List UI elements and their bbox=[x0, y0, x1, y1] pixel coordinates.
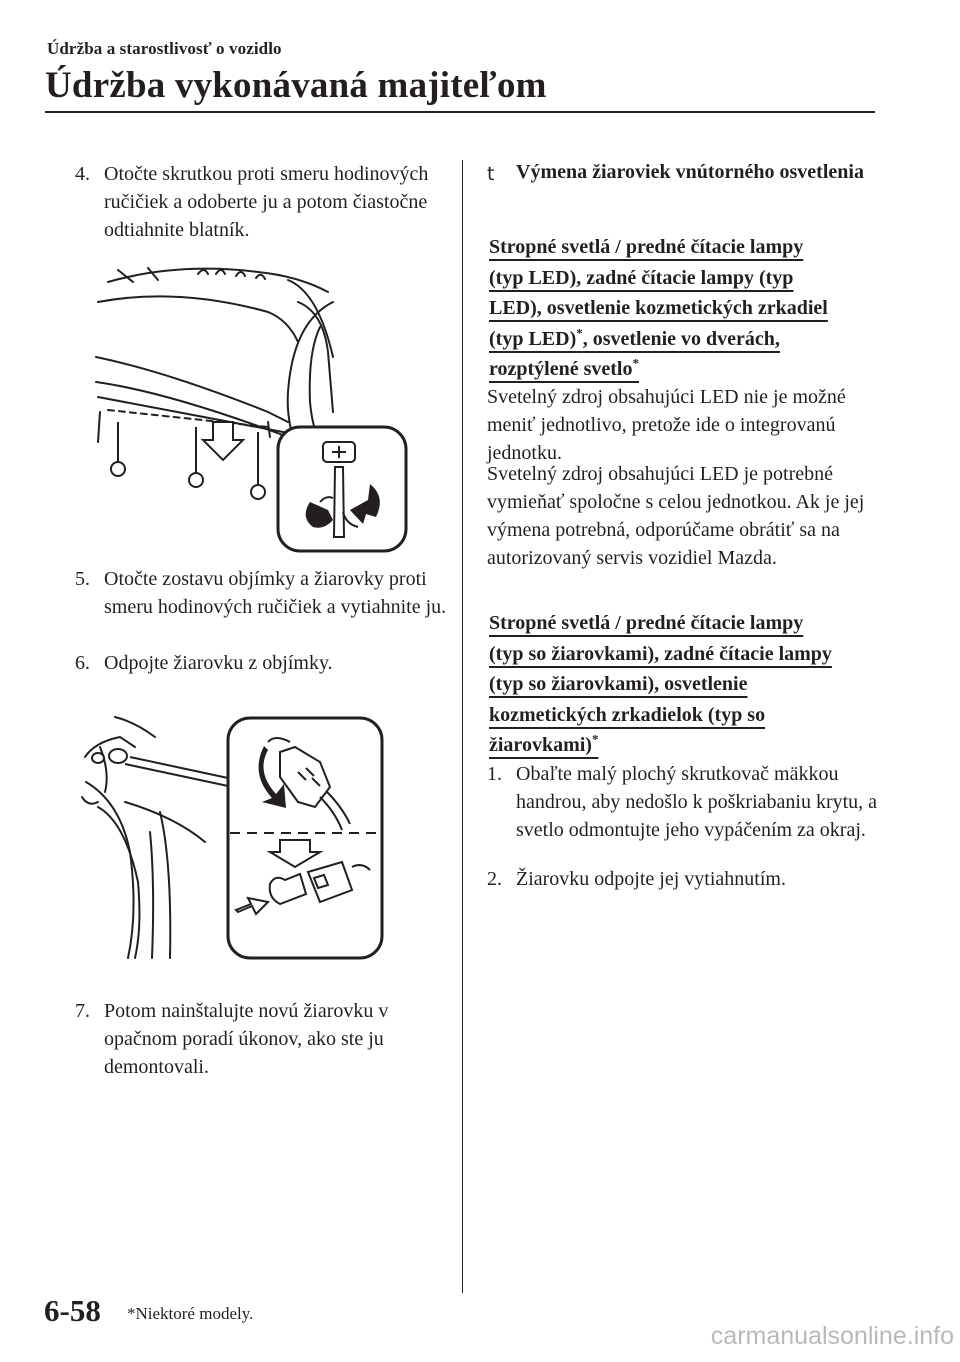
step-number: 6. bbox=[75, 652, 90, 674]
step-text: Potom nainštalujte novú žiarovku v opačnom poradí úkonov, ako ste ju demontovali. bbox=[104, 1000, 389, 1078]
bulb-socket-illustration bbox=[80, 712, 386, 962]
fender-screw-illustration bbox=[88, 262, 410, 554]
section-label: Údržba a starostlivosť o vozidlo bbox=[47, 39, 282, 58]
subheading-bulb bbox=[489, 608, 884, 761]
paragraph-led-1: Svetelný zdroj obsahujúci LED nie je možné meniť jednotlivo, pretože ide o integrovanú jednotku. bbox=[487, 386, 846, 464]
step-text: Otočte zostavu objímky a žiarovky proti smeru hodinových ručičiek a vytiahnite ju. bbox=[104, 568, 447, 618]
subheading-line: (typ so žiarovkami), zadné čítacie lampy bbox=[489, 642, 832, 665]
step-number: 4. bbox=[75, 163, 90, 185]
watermark: carmanualsonline.info bbox=[710, 1322, 954, 1350]
footnote-marker: * bbox=[632, 355, 639, 371]
subheading-line: Stropné svetlá / predné čítacie lampy bbox=[489, 236, 804, 258]
right-step-2 bbox=[487, 865, 882, 893]
step-6 bbox=[75, 649, 450, 677]
right-step-1 bbox=[487, 760, 882, 844]
step-7 bbox=[75, 997, 450, 1081]
subheading-line: LED), osvetlenie kozmetických zrkadiel bbox=[489, 297, 828, 319]
subheading-line: (typ so žiarovkami), osvetlenie bbox=[489, 673, 748, 695]
subheading-line: žiarovkami) bbox=[489, 734, 592, 756]
step-number: 7. bbox=[75, 1000, 90, 1022]
step-text: Odpojte žiarovku z objímky. bbox=[104, 652, 333, 674]
section-heading bbox=[487, 158, 882, 186]
subheading-line: , osvetlenie vo dverách, bbox=[582, 327, 780, 350]
step-text: Obaľte malý plochý skrutkovač mäkkou handrou, aby nedošlo k poškriabaniu krytu, a svetlo odmontujte jeho vypáčením za okraj. bbox=[516, 763, 878, 841]
step-number: 1. bbox=[487, 763, 502, 785]
subheading-line: (typ LED), zadné čítacie lampy (typ bbox=[489, 266, 794, 289]
subheading-line: rozptýlené svetlo bbox=[489, 358, 633, 380]
subheading-line: Stropné svetlá / predné čítacie lampy bbox=[489, 612, 804, 634]
page-number: 6-58 bbox=[44, 1293, 101, 1328]
section-marker-icon: t bbox=[487, 163, 495, 185]
paragraph-led-2: Svetelný zdroj obsahujúci LED je potrebné vymieňať spoločne s celou jednotkou. Ak je jej výmena potrebná, odporúčame obrátiť sa na autorizovaný servis vozidiel Mazda. bbox=[487, 463, 865, 569]
step-number: 2. bbox=[487, 868, 502, 890]
subheading-led bbox=[489, 232, 884, 385]
step-5 bbox=[75, 565, 450, 621]
column-divider bbox=[462, 160, 463, 1293]
footnote: *Niektoré modely. bbox=[127, 1304, 254, 1323]
step-text: Žiarovku odpojte jej vytiahnutím. bbox=[516, 868, 786, 890]
footnote-marker: * bbox=[591, 731, 599, 747]
step-4 bbox=[75, 160, 450, 244]
footnote-marker: * bbox=[576, 324, 583, 340]
step-text: Otočte skrutkou proti smeru hodinových ručičiek a odoberte ju a potom čiastočne odtiahnite blatník. bbox=[104, 163, 429, 241]
subheading-line: kozmetických zrkadielok (typ so bbox=[489, 703, 766, 726]
page-title: Údržba vykonávaná majiteľom bbox=[45, 65, 547, 106]
step-number: 5. bbox=[75, 568, 90, 590]
subheading-line: (typ LED) bbox=[489, 327, 577, 350]
title-divider bbox=[45, 111, 875, 113]
section-heading-text: Výmena žiaroviek vnútorného osvetlenia bbox=[516, 161, 864, 183]
